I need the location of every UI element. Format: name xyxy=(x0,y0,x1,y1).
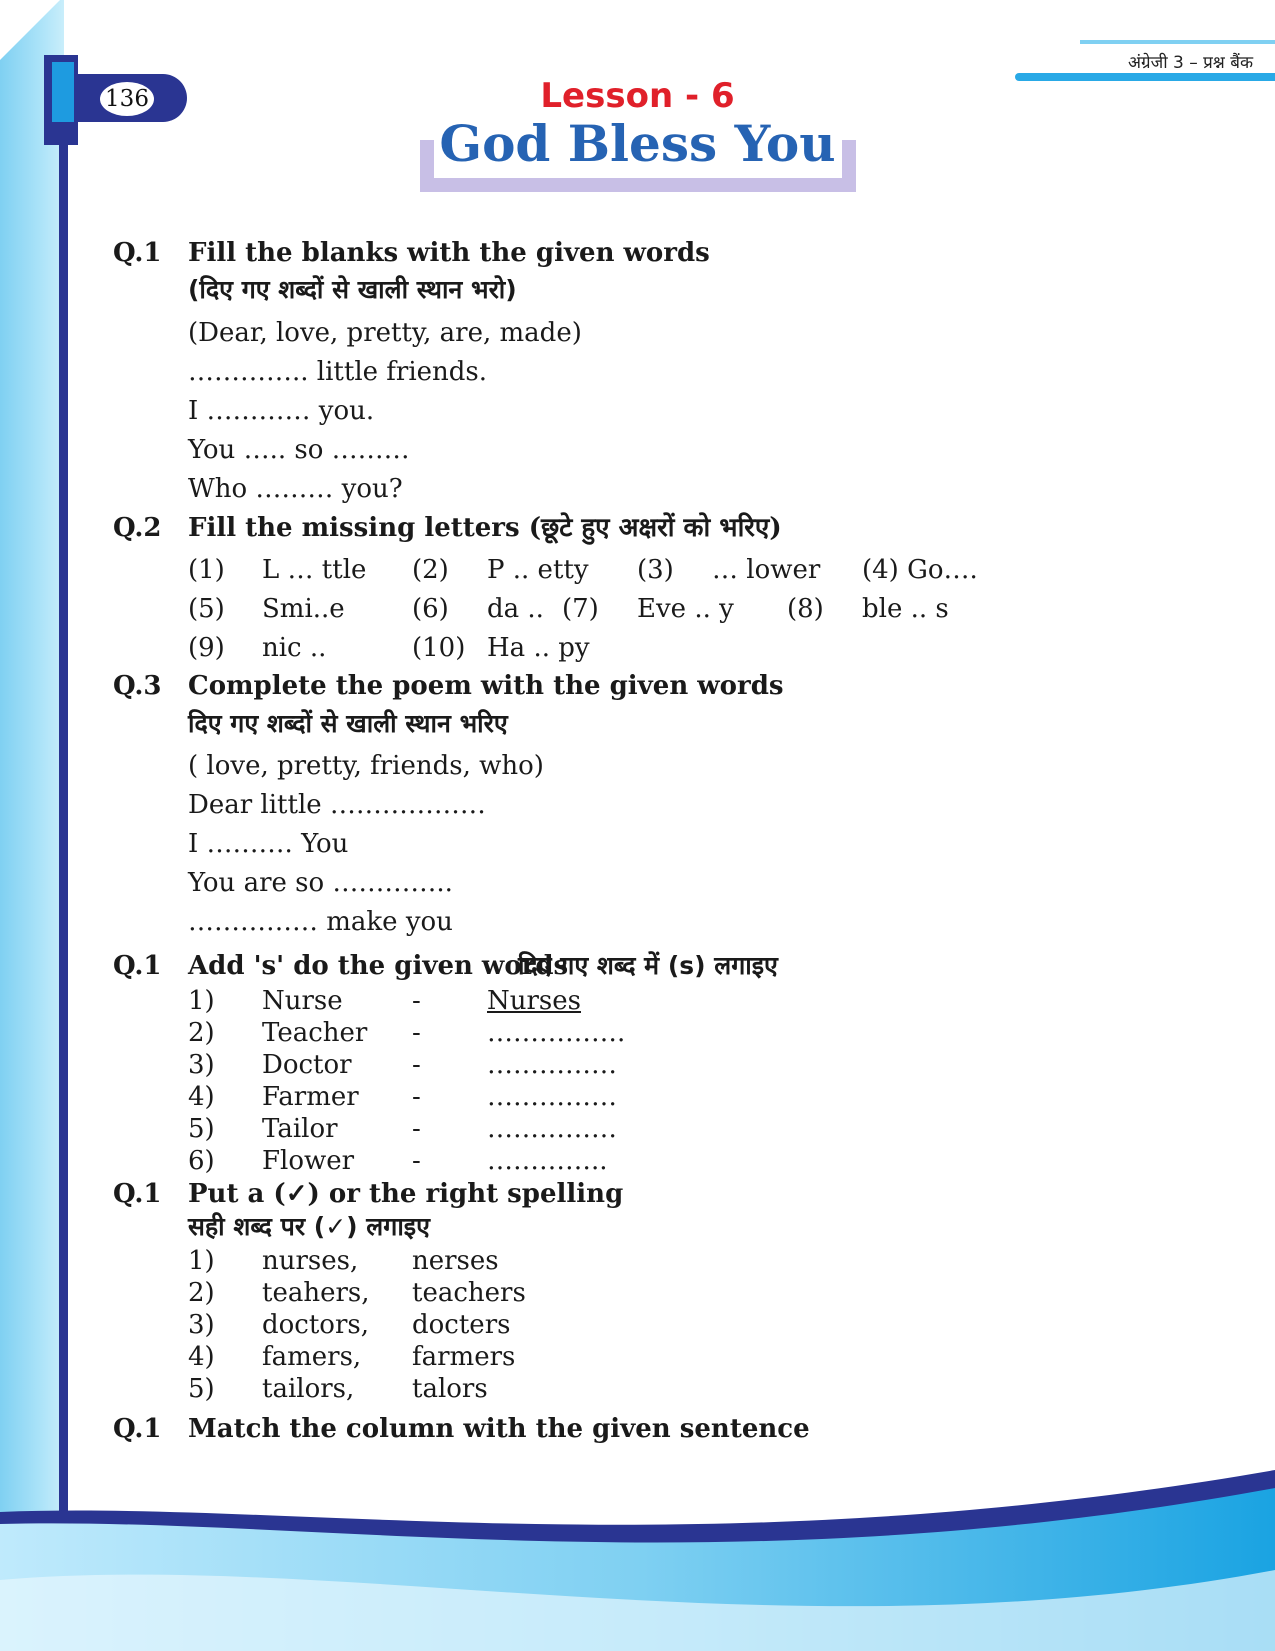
question-heading: Match the column with the given sentence xyxy=(188,1414,810,1444)
item-number: (5) xyxy=(188,594,225,624)
question-heading: Add 's' do the given words xyxy=(188,951,569,981)
dash: - xyxy=(412,1018,421,1048)
question-heading: Fill the missing letters (छूटे हुए अक्षरों को भरिए) xyxy=(188,513,782,543)
page-number: 136 xyxy=(100,82,154,116)
spelling-option-a: tailors, xyxy=(262,1374,355,1404)
dash: - xyxy=(412,1114,421,1144)
item-number: 1) xyxy=(188,986,215,1016)
missing-letter-word: … lower xyxy=(712,555,821,585)
spelling-option-a: teahers, xyxy=(262,1278,370,1308)
spelling-option-b: nerses xyxy=(412,1246,499,1276)
question-heading-hindi: दिए गए शब्द में (s) लगाइए xyxy=(518,951,778,980)
missing-letter-word: Ha .. py xyxy=(487,633,590,663)
missing-letter-word: L … ttle xyxy=(262,555,367,585)
answer-blank: …………… xyxy=(487,1050,617,1080)
word: Doctor xyxy=(262,1050,352,1080)
word: Tailor xyxy=(262,1114,338,1144)
question-number: Q.1 xyxy=(113,1414,162,1444)
spelling-option-b: farmers xyxy=(412,1342,516,1372)
blank-line: You ….. so ……… xyxy=(188,435,410,465)
item-number: 6) xyxy=(188,1146,215,1176)
item-number: (8) xyxy=(787,594,824,624)
missing-letter-word: Eve .. y xyxy=(637,594,734,624)
item-number: 3) xyxy=(188,1310,215,1340)
question-heading: Put a (✓) or the right spelling xyxy=(188,1179,624,1209)
answer-example: Nurses xyxy=(487,986,581,1016)
bottom-wave-decoration xyxy=(0,1460,1275,1651)
item-number: (10) xyxy=(412,633,466,663)
missing-letter-word: P .. etty xyxy=(487,555,589,585)
question-number: Q.3 xyxy=(113,671,162,701)
missing-letter-word: Smi..e xyxy=(262,594,345,624)
dash: - xyxy=(412,1050,421,1080)
dash: - xyxy=(412,986,421,1016)
question-number: Q.1 xyxy=(113,951,162,981)
blank-line: I ………… you. xyxy=(188,396,375,426)
word: Flower xyxy=(262,1146,355,1176)
poem-line: Dear little ……………… xyxy=(188,790,486,820)
word: Teacher xyxy=(262,1018,368,1048)
question-heading-hindi: दिए गए शब्दों से खाली स्थान भरिए xyxy=(188,709,508,738)
spelling-option-b: teachers xyxy=(412,1278,526,1308)
blank-line: ………….. little friends. xyxy=(188,357,488,387)
book-label: अंग्रेजी 3 – प्रश्न बैंक xyxy=(1128,53,1253,73)
question-number: Q.1 xyxy=(113,238,162,268)
answer-blank: …………… xyxy=(487,1082,617,1112)
item-number: 5) xyxy=(188,1374,215,1404)
missing-letter-word: nic .. xyxy=(262,633,327,663)
blank-line: Who ……… you? xyxy=(188,474,403,504)
item-number: (7) xyxy=(562,594,599,624)
poem-line: You are so ………….. xyxy=(188,868,453,898)
question-heading: Fill the blanks with the given words xyxy=(188,238,710,268)
item-number: 5) xyxy=(188,1114,215,1144)
page-title: God Bless You xyxy=(439,114,836,173)
dash: - xyxy=(412,1082,421,1112)
item-number: 4) xyxy=(188,1082,215,1112)
dash: - xyxy=(412,1146,421,1176)
missing-letter-word: ble .. s xyxy=(862,594,949,624)
corner-cut xyxy=(0,0,60,60)
spelling-option-a: doctors, xyxy=(262,1310,369,1340)
item-number: (4) Go…. xyxy=(862,555,978,585)
spelling-option-a: nurses, xyxy=(262,1246,359,1276)
answer-blank: …………… xyxy=(487,1114,617,1144)
item-number: 2) xyxy=(188,1018,215,1048)
item-number: 4) xyxy=(188,1342,215,1372)
answer-blank: ………….. xyxy=(487,1146,608,1176)
question-heading-hindi: (दिए गए शब्दों से खाली स्थान भरो) xyxy=(188,275,517,304)
item-number: 3) xyxy=(188,1050,215,1080)
poem-line: …………… make you xyxy=(188,907,453,937)
item-number: 1) xyxy=(188,1246,215,1276)
item-number: (9) xyxy=(188,633,225,663)
item-number: (6) xyxy=(412,594,449,624)
item-number: 2) xyxy=(188,1278,215,1308)
question-number: Q.1 xyxy=(113,1179,162,1209)
given-words: ( love, pretty, friends, who) xyxy=(188,751,544,781)
spelling-option-b: docters xyxy=(412,1310,511,1340)
word: Nurse xyxy=(262,986,343,1016)
answer-blank: ……………. xyxy=(487,1018,626,1048)
question-heading: Complete the poem with the given words xyxy=(188,671,784,701)
question-number: Q.2 xyxy=(113,513,162,543)
lesson-number: Lesson - 6 xyxy=(540,76,735,116)
left-border-line xyxy=(59,130,68,1530)
left-decorative-band xyxy=(0,0,64,1651)
item-number: (3) xyxy=(637,555,674,585)
missing-letter-word: da .. xyxy=(487,594,544,624)
question-heading-hindi: सही शब्द पर (✓) लगाइए xyxy=(188,1212,430,1241)
spelling-option-b: talors xyxy=(412,1374,488,1404)
word: Farmer xyxy=(262,1082,359,1112)
item-number: (1) xyxy=(188,555,225,585)
given-words: (Dear, love, pretty, are, made) xyxy=(188,318,582,348)
header-accent-line xyxy=(1080,40,1275,44)
spelling-option-a: famers, xyxy=(262,1342,362,1372)
item-number: (2) xyxy=(412,555,449,585)
poem-line: I ………. You xyxy=(188,829,349,859)
